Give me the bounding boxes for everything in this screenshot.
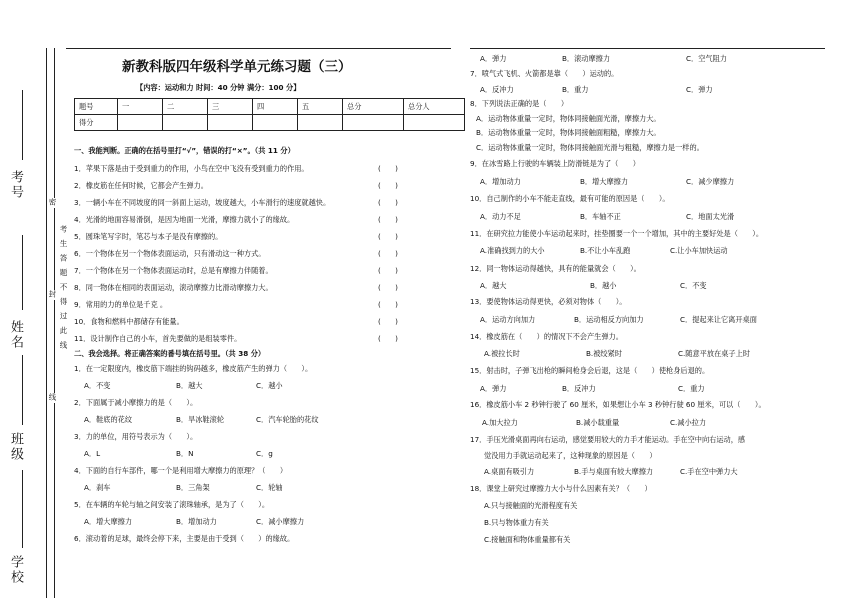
option-c: C．减少摩擦力 bbox=[686, 177, 735, 186]
option-a: A.准确找到力的大小 bbox=[480, 246, 545, 255]
judge-item-6: 6．一个物体在另一个物体表面运动，只有滑动这一种方式。 bbox=[74, 249, 266, 258]
judge-item-7: 7．一个物体在另一个物体表面运动时，总是有摩擦力伴随着。 bbox=[74, 266, 273, 275]
option-c: C．轮轴 bbox=[256, 483, 283, 492]
judge-item-10: 10．食物和燃料中都储存有能量。 bbox=[74, 317, 184, 326]
option-a: A．增加动力 bbox=[480, 177, 521, 186]
option-c: C.让小车加快运动 bbox=[670, 246, 728, 255]
choice-question-4: 4．下面的自行车部件，哪一个是利用增大摩擦力的原理？（ ） bbox=[74, 466, 288, 475]
option-b: B.手与桌面有较大摩擦力 bbox=[574, 467, 654, 476]
binding-line-outer bbox=[46, 48, 47, 598]
option-a: A.被拉长时 bbox=[484, 349, 520, 358]
seal-feng: 封 bbox=[48, 290, 57, 300]
judge-item-3: 3．一辆小车在不同坡度的同一斜面上运动，坡度越大，小车滑行的速度就越快。 bbox=[74, 198, 331, 207]
score-row-values bbox=[75, 115, 465, 131]
option-c: C.减小拉力 bbox=[670, 418, 707, 427]
answer-bracket[interactable]: ( ) bbox=[378, 198, 398, 207]
option-b: B．重力 bbox=[562, 85, 589, 94]
option-a: A．L bbox=[84, 449, 101, 458]
score-table bbox=[74, 98, 465, 131]
option-a: A．弹力 bbox=[480, 384, 507, 393]
score-cell: 总分 bbox=[343, 99, 404, 115]
section1-heading: 一、我能判断。正确的在括号里打“√”，错误的打“×”。（共 11 分） bbox=[74, 146, 295, 155]
option-a: A．鞋底的花纹 bbox=[84, 415, 133, 424]
score-cell[interactable] bbox=[298, 115, 343, 131]
option-c: C．减小摩擦力 bbox=[256, 517, 305, 526]
seal-xian: 线 bbox=[48, 393, 57, 403]
option-b: B．越大 bbox=[176, 381, 203, 390]
option-a: A.桌面有吸引力 bbox=[484, 467, 535, 476]
choice-question-15: 15．射击时，子弹飞出枪的瞬间枪身会后退，这是（ ）使枪身后退的。 bbox=[470, 366, 710, 375]
answer-bracket[interactable]: ( ) bbox=[378, 232, 398, 241]
option-a: A．刹车 bbox=[84, 483, 111, 492]
option-c: C．空气阻力 bbox=[686, 54, 727, 63]
choice-question-9: 9．在冰雪路上行驶的车辆装上防滑链是为了（ ） bbox=[470, 159, 640, 168]
option-a: A．不变 bbox=[84, 381, 111, 390]
label-banji: 班级 bbox=[8, 432, 23, 462]
option-a: A．动力不足 bbox=[480, 212, 521, 221]
option-b: B.减小载重量 bbox=[576, 418, 620, 427]
option-a: A．运动物体重量一定时，物体同接触面光滑，摩擦力大。 bbox=[476, 114, 661, 123]
section2-heading: 二、我会选择。将正确答案的番号填在括号里。（共 38 分） bbox=[74, 349, 266, 358]
blank-xuexiao bbox=[22, 470, 23, 548]
choice-question-18: 18．课堂上研究过摩擦力大小与什么因素有关？（ ） bbox=[470, 484, 652, 493]
choice-question-16: 16．橡皮筋小车 2 秒钟行驶了 60 厘米，如果想让小车 3 秒钟行驶 60 厘米，可以（ ）。 bbox=[470, 400, 766, 409]
binding-line-inner bbox=[54, 48, 55, 598]
option-b: B．反冲力 bbox=[562, 384, 596, 393]
option-b: B.被绞紧时 bbox=[586, 349, 622, 358]
option-b: B．运动相反方向加力 bbox=[574, 315, 644, 324]
option-c: C．地面太光滑 bbox=[686, 212, 735, 221]
seal-mi: 密 bbox=[48, 198, 57, 208]
choice-question-17-cont: 觉没用力手就运动起来了，这种现象的原因是（ ） bbox=[484, 451, 657, 460]
top-rule-left bbox=[66, 48, 451, 49]
choice-question-8: 8．下列说法正确的是（ ） bbox=[470, 99, 569, 108]
score-cell: 题号 bbox=[75, 99, 118, 115]
choice-question-5: 5．在车辆的车轮与轴之间安装了滚珠轴承，是为了（ ）。 bbox=[74, 500, 270, 509]
score-cell[interactable] bbox=[118, 115, 163, 131]
label-kaohao: 考号 bbox=[8, 170, 23, 200]
score-cell: 四 bbox=[253, 99, 298, 115]
blank-banji bbox=[22, 355, 23, 425]
option-a: A．增大摩擦力 bbox=[84, 517, 133, 526]
option-c: C．越小 bbox=[256, 381, 283, 390]
choice-question-13: 13．要使物体运动得更快，必须对物体（ ）。 bbox=[470, 297, 627, 306]
option-a: A．运动方向加力 bbox=[480, 315, 536, 324]
top-rule-right bbox=[470, 48, 825, 49]
judge-item-5: 5．圆珠笔写字时，笔芯与本子是没有摩擦的。 bbox=[74, 232, 223, 241]
choice-question-10: 10．自己制作的小车不能走直线，最有可能的原因是（ ）。 bbox=[470, 194, 670, 203]
option-a: A．弹力 bbox=[480, 54, 507, 63]
option-c: C．运动物体重量一定时，物体同接触面光滑与粗糙，摩擦力是一样的。 bbox=[476, 143, 704, 152]
score-row-header bbox=[75, 99, 465, 115]
judge-item-1: 1．苹果下落是由于受到重力的作用，小鸟在空中飞没有受到重力的作用。 bbox=[74, 164, 309, 173]
answer-bracket[interactable]: ( ) bbox=[378, 266, 398, 275]
option-a: A．越大 bbox=[480, 281, 507, 290]
choice-question-14: 14．橡皮筋在（ ）的情况下不会产生弹力。 bbox=[470, 332, 623, 341]
choice-question-17: 17．手压光滑桌面再向右运动，感觉要用较大的力手才能运动。手在空中向右运动，感 bbox=[470, 435, 746, 444]
option-b: B．越小 bbox=[590, 281, 617, 290]
score-cell[interactable] bbox=[253, 115, 298, 131]
score-cell: 二 bbox=[163, 99, 208, 115]
score-cell[interactable] bbox=[404, 115, 465, 131]
score-cell[interactable] bbox=[343, 115, 404, 131]
option-a: A．反冲力 bbox=[480, 85, 514, 94]
answer-bracket[interactable]: ( ) bbox=[378, 164, 398, 173]
label-xuexiao: 学校 bbox=[8, 555, 23, 585]
choice-question-3: 3．力的单位，用符号表示为（ ）。 bbox=[74, 432, 198, 441]
option-c: C.手在空中弹力大 bbox=[680, 467, 738, 476]
score-cell: 总分人 bbox=[404, 99, 465, 115]
option-b: B.只与物体重力有关 bbox=[484, 518, 549, 527]
blank-xingming bbox=[22, 235, 23, 310]
answer-bracket[interactable]: ( ) bbox=[378, 249, 398, 258]
choice-question-1: 1．在一定限度内，橡皮筋下端挂的钩码越多，橡皮筋产生的弹力（ ）。 bbox=[74, 364, 313, 373]
score-cell: 三 bbox=[208, 99, 253, 115]
judge-item-4: 4．光滑的地面容易滑倒，是因为地面一光滑，摩擦力就小了的缘故。 bbox=[74, 215, 295, 224]
answer-bracket[interactable]: ( ) bbox=[378, 334, 398, 343]
option-c: C.接触面和物体重量都有关 bbox=[484, 535, 571, 544]
judge-item-9: 9．常用的力的单位是千克 。 bbox=[74, 300, 168, 309]
choice-question-7: 7．喷气式飞机、火箭都是靠（ ）运动的。 bbox=[470, 69, 619, 78]
option-b: B．旱冰鞋滚轮 bbox=[176, 415, 225, 424]
option-a: A.只与接触面的光滑程度有关 bbox=[484, 501, 578, 510]
option-c: C.随意平放在桌子上时 bbox=[678, 349, 750, 358]
page-title: 新教科版四年级科学单元练习题（三） bbox=[122, 59, 352, 75]
exam-subtitle: 【内容：运动和力 时间：40 分钟 满分：100 分】 bbox=[136, 83, 301, 92]
score-cell: 五 bbox=[298, 99, 343, 115]
judge-item-2: 2．橡皮筋在任何时候，它都会产生弹力。 bbox=[74, 181, 208, 190]
option-b: B．N bbox=[176, 449, 194, 458]
option-b: B.不让小车乱跑 bbox=[580, 246, 631, 255]
option-b: B．增加动力 bbox=[176, 517, 217, 526]
judge-item-8: 8．同一物体在相同的表面运动，滚动摩擦力比滑动摩擦力大。 bbox=[74, 283, 273, 292]
answer-bracket[interactable]: ( ) bbox=[378, 181, 398, 190]
seal-warning: 考生答题不得过此线 bbox=[59, 225, 68, 356]
answer-bracket[interactable]: ( ) bbox=[378, 215, 398, 224]
choice-question-12: 12．同一物体运动得越快，具有的能量就会（ ）。 bbox=[470, 264, 641, 273]
option-c: C．不变 bbox=[680, 281, 707, 290]
label-xingming: 姓名 bbox=[8, 320, 23, 350]
answer-bracket[interactable]: ( ) bbox=[378, 283, 398, 292]
option-c: C．提起来让它离开桌面 bbox=[680, 315, 757, 324]
option-b: B．运动物体重量一定时，物体同接触面粗糙，摩擦力大。 bbox=[476, 128, 661, 137]
score-cell[interactable] bbox=[163, 115, 208, 131]
judge-item-11: 11．设计制作自己的小车，首先要做的是组装零件。 bbox=[74, 334, 242, 343]
option-c: C．弹力 bbox=[686, 85, 713, 94]
answer-bracket[interactable]: ( ) bbox=[378, 300, 398, 309]
score-cell: 一 bbox=[118, 99, 163, 115]
option-b: B．三角架 bbox=[176, 483, 210, 492]
score-cell: 得分 bbox=[75, 115, 118, 131]
option-a: A.加大拉力 bbox=[482, 418, 518, 427]
choice-question-2: 2．下面属于减小摩擦力的是（ ）。 bbox=[74, 398, 198, 407]
choice-question-11: 11．在研究拉力能使小车运动起来时，挂垫圈要一个一个增加，其中的主要好处是（ ）。 bbox=[470, 229, 764, 238]
option-b: B．滚动摩擦力 bbox=[562, 54, 611, 63]
choice-question-6: 6．滚动着的足球，最终会停下来，主要是由于受到（ ）的缘故。 bbox=[74, 534, 295, 543]
score-cell[interactable] bbox=[208, 115, 253, 131]
option-b: B．增大摩擦力 bbox=[580, 177, 629, 186]
option-c: C．g bbox=[256, 449, 273, 458]
option-c: C．汽车轮胎的花纹 bbox=[256, 415, 319, 424]
answer-bracket[interactable]: ( ) bbox=[378, 317, 398, 326]
option-c: C．重力 bbox=[678, 384, 705, 393]
option-b: B．车轴不正 bbox=[580, 212, 621, 221]
blank-kaohao bbox=[22, 90, 23, 160]
